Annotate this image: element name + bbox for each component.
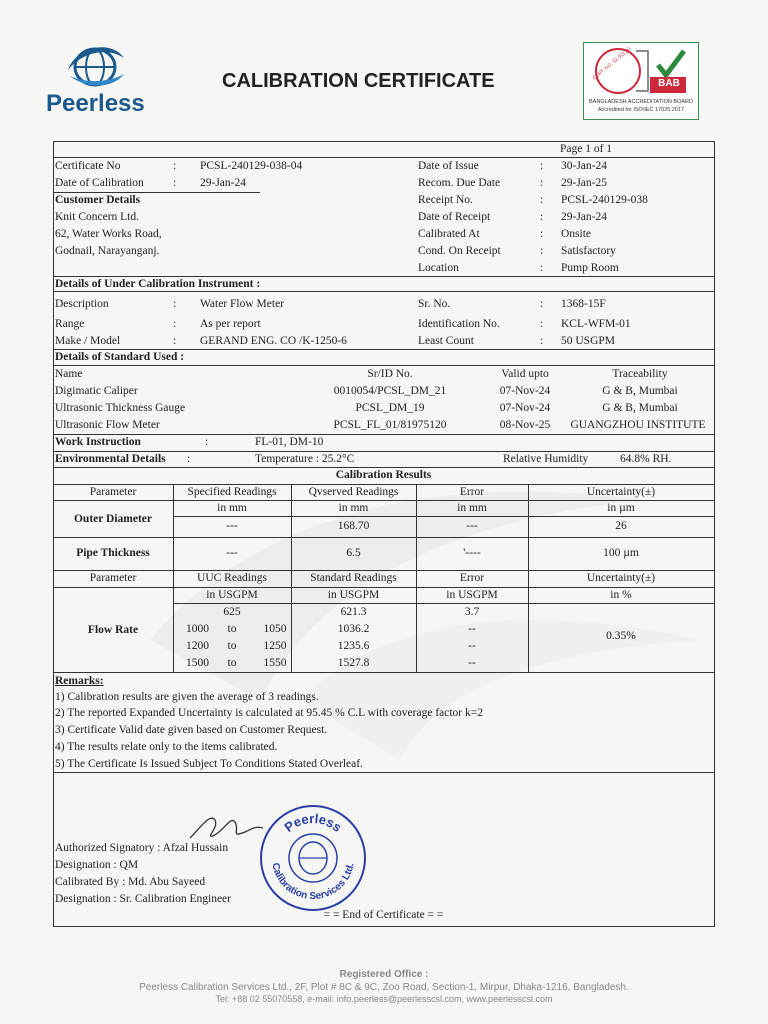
t1-header: Parameter (89, 486, 137, 498)
humidity-value: 64.8% RH. (620, 453, 672, 465)
standard-valid: 07-Nov-24 (499, 385, 551, 397)
instrument-value: Water Flow Meter (200, 298, 285, 310)
standard-name: Ultrasonic Flow Meter (55, 419, 160, 431)
info-right-label: Receipt No. (418, 194, 473, 206)
value-cell: --- (466, 520, 478, 532)
value-cell: '---- (463, 547, 481, 559)
bab-accreditation-logo (583, 42, 699, 120)
footer-heading: Registered Office : (339, 969, 429, 980)
instrument-label: Description (55, 298, 109, 310)
t1-header: Uncertainty(±) (586, 486, 656, 498)
unit-cell: in USGPM (206, 589, 258, 601)
info-right-value: 29-Jan-25 (561, 177, 607, 189)
standards-col-id: Sr/ID No. (367, 368, 413, 380)
value-cell: --- (226, 547, 238, 559)
remark-item: 4) The results relate only to the items calibrated. (55, 741, 278, 753)
standards-col-valid: Valid upto (501, 368, 549, 380)
bab-line-1: BANGLADESH ACCREDITATION BOARD (588, 99, 693, 105)
standard-reading: 1036.2 (337, 623, 370, 635)
uuc-from: 1200 (186, 640, 209, 652)
info-right-value: 29-Jan-24 (561, 211, 607, 223)
info-right-label: Date of Receipt (418, 211, 491, 223)
uuc-to-word: to (227, 640, 237, 652)
standard-id: PCSL_DM_19 (355, 402, 425, 414)
pipe-thickness-label: Pipe Thickness (76, 547, 150, 559)
end-of-certificate: = = End of Certificate = = (323, 909, 444, 921)
standard-id: PCSL_FL_01/81975120 (333, 419, 447, 431)
instrument-label: Sr. No. (418, 298, 451, 310)
instrument-value: KCL-WFM-01 (561, 318, 631, 330)
bab-cert-no: CERT. NO. 02.011.20 (591, 46, 633, 82)
info-right-value: Pump Room (561, 262, 619, 274)
bab-logo-text: BAB (658, 78, 680, 89)
calibration-date-label: Date of Calibration (55, 177, 144, 189)
environment-label: Environmental Details (55, 453, 166, 465)
standard-trace: G & B, Mumbai (602, 385, 678, 397)
standard-valid: 08-Nov-25 (499, 419, 551, 431)
certificate-no-label: Certificate No (55, 160, 121, 172)
unit-cell: in USGPM (446, 589, 498, 601)
page-title: CALIBRATION CERTIFICATE (222, 70, 495, 92)
t2-header: UUC Readings (197, 572, 267, 584)
error-value: -- (468, 640, 476, 652)
value-cell: 100 µm (603, 547, 639, 559)
bab-line-2: Accredited for ISO/IEC 17025:2017 (597, 107, 685, 113)
t2-header: Parameter (89, 572, 137, 584)
instrument-label: Range (55, 318, 85, 330)
info-right-label: Cond. On Receipt (418, 245, 501, 257)
remark-item: 1) Calibration results are given the average of 3 readings. (55, 691, 319, 703)
brand-name: Peerless (46, 90, 145, 117)
t1-header: Specified Readings (187, 486, 277, 498)
work-instruction-label: Work Instruction (55, 436, 141, 448)
customer-heading: Customer Details (55, 194, 141, 206)
uuc-from: 1000 (186, 623, 209, 635)
error-value: -- (468, 623, 476, 635)
standard-id: 0010054/PCSL_DM_21 (333, 385, 447, 397)
page-number: Page 1 of 1 (560, 143, 613, 155)
info-right-value: Onsite (561, 228, 592, 240)
signatory-line: Calibrated By : Md. Abu Sayeed (55, 876, 206, 888)
unit-cell: in mm (338, 502, 369, 514)
customer-line: Knit Concern Ltd. (55, 211, 139, 223)
standard-reading: 1527.8 (337, 657, 370, 669)
instrument-label: Make / Model (55, 335, 121, 347)
remark-item: 3) Certificate Valid date given based on Customer Request. (55, 724, 328, 736)
standard-reading: 621.3 (340, 606, 367, 618)
remarks-heading: Remarks: (55, 675, 104, 687)
customer-line: 62, Water Works Road, (55, 228, 162, 240)
temperature: Temperature : 25.2°C (255, 453, 355, 465)
info-right-label: Calibrated At (418, 228, 480, 240)
info-right-value: Satisfactory (561, 245, 616, 257)
instrument-value: 1368-15F (561, 298, 606, 310)
info-right-value: PCSL-240129-038 (561, 194, 648, 206)
unit-cell: in mm (457, 502, 487, 514)
standard-trace: G & B, Mumbai (602, 402, 678, 414)
error-value: 3.7 (464, 606, 480, 618)
info-right-label: Recom. Due Date (418, 177, 501, 189)
instrument-heading: Details of Under Calibration Instrument : (55, 278, 261, 290)
peerless-logo (62, 40, 128, 97)
uuc-to: 1250 (263, 640, 287, 652)
info-right-label: Location (418, 262, 459, 274)
results-heading: Calibration Results (335, 469, 432, 481)
t2-header: Standard Readings (310, 572, 397, 584)
value-cell: 6.5 (346, 547, 361, 559)
certificate-no-value: PCSL-240129-038-04 (200, 160, 303, 172)
standard-trace: GUANGZHOU INSTITUTE (570, 419, 706, 431)
company-seal (258, 803, 368, 913)
footer-address: Peerless Calibration Services Ltd., 2F, Plot # 8C & 9C, Zoo Road, Section-1, Mirpur, Dhaka-1216, Bangladesh. (139, 982, 629, 993)
standards-heading: Details of Standard Used : (55, 351, 185, 363)
error-value: -- (468, 657, 476, 669)
t2-header: Uncertainty(±) (586, 572, 656, 584)
standards-col-name: Name (55, 368, 83, 380)
value-cell: --- (226, 520, 238, 532)
signatory-line: Authorized Signatory : Afzal Hussain (55, 842, 229, 854)
instrument-value: GERAND ENG. CO /K-1250-6 (200, 335, 347, 347)
uuc-to: 1050 (263, 623, 287, 635)
instrument-value: 50 USGPM (561, 335, 616, 347)
info-right-value: 30-Jan-24 (561, 160, 607, 172)
unit-cell: in mm (217, 502, 247, 514)
unit-cell: in USGPM (327, 589, 380, 601)
instrument-value: As per report (200, 318, 261, 330)
instrument-label: Least Count (418, 335, 474, 347)
standards-col-trace: Traceability (612, 368, 668, 380)
seal-text-bottom: Calibration Services Ltd. (269, 861, 357, 903)
signature (185, 808, 265, 846)
seal-text-top: Peerless (281, 810, 345, 835)
standard-name: Digimatic Caliper (55, 385, 138, 397)
signatory-line: Designation : QM (55, 859, 139, 871)
certificate-frame (53, 141, 715, 927)
uuc-to-word: to (227, 657, 237, 669)
calibration-date-value: 29-Jan-24 (200, 177, 246, 189)
standard-name: Ultrasonic Thickness Gauge (55, 402, 186, 414)
remark-item: 2) The reported Expanded Uncertainty is calculated at 95.45 % C.L with coverage factor k=2 (55, 707, 483, 719)
standard-reading: 1235.6 (337, 640, 370, 652)
flow-uncertainty: 0.35% (606, 630, 636, 642)
value-cell: 168.70 (337, 520, 370, 532)
unit-cell: in % (610, 589, 632, 601)
instrument-label: Identification No. (418, 318, 500, 330)
work-instruction-value: FL-01, DM-10 (255, 436, 324, 448)
flow-rate-label: Flow Rate (87, 624, 139, 636)
t1-header: Qvserved Readings (308, 486, 399, 498)
value-cell: 26 (615, 520, 627, 532)
outer-diameter-label: Outer Diameter (73, 513, 153, 525)
t1-header: Error (459, 486, 485, 498)
signatory-line: Designation : Sr. Calibration Engineer (55, 893, 231, 905)
remark-item: 5) The Certificate Is Issued Subject To Conditions Stated Overleaf. (55, 758, 363, 770)
uuc-to-word: to (227, 623, 237, 635)
customer-line: Godnail, Narayanganj. (55, 245, 160, 257)
uuc-from: 1500 (186, 657, 209, 669)
standard-valid: 07-Nov-24 (499, 402, 551, 414)
uuc-reading: 625 (223, 606, 241, 618)
humidity-label: Relative Humidity (503, 453, 589, 465)
uuc-to: 1550 (263, 657, 287, 669)
info-right-label: Date of Issue (418, 160, 479, 172)
unit-cell: in µm (607, 502, 635, 514)
t2-header: Error (459, 572, 485, 584)
globe-icon (62, 40, 128, 92)
footer-contact: Tel: +88 02 55070558, e-mail: info.peerless@peerlesscsl.com, www.peerlesscsl.com (215, 994, 553, 1004)
